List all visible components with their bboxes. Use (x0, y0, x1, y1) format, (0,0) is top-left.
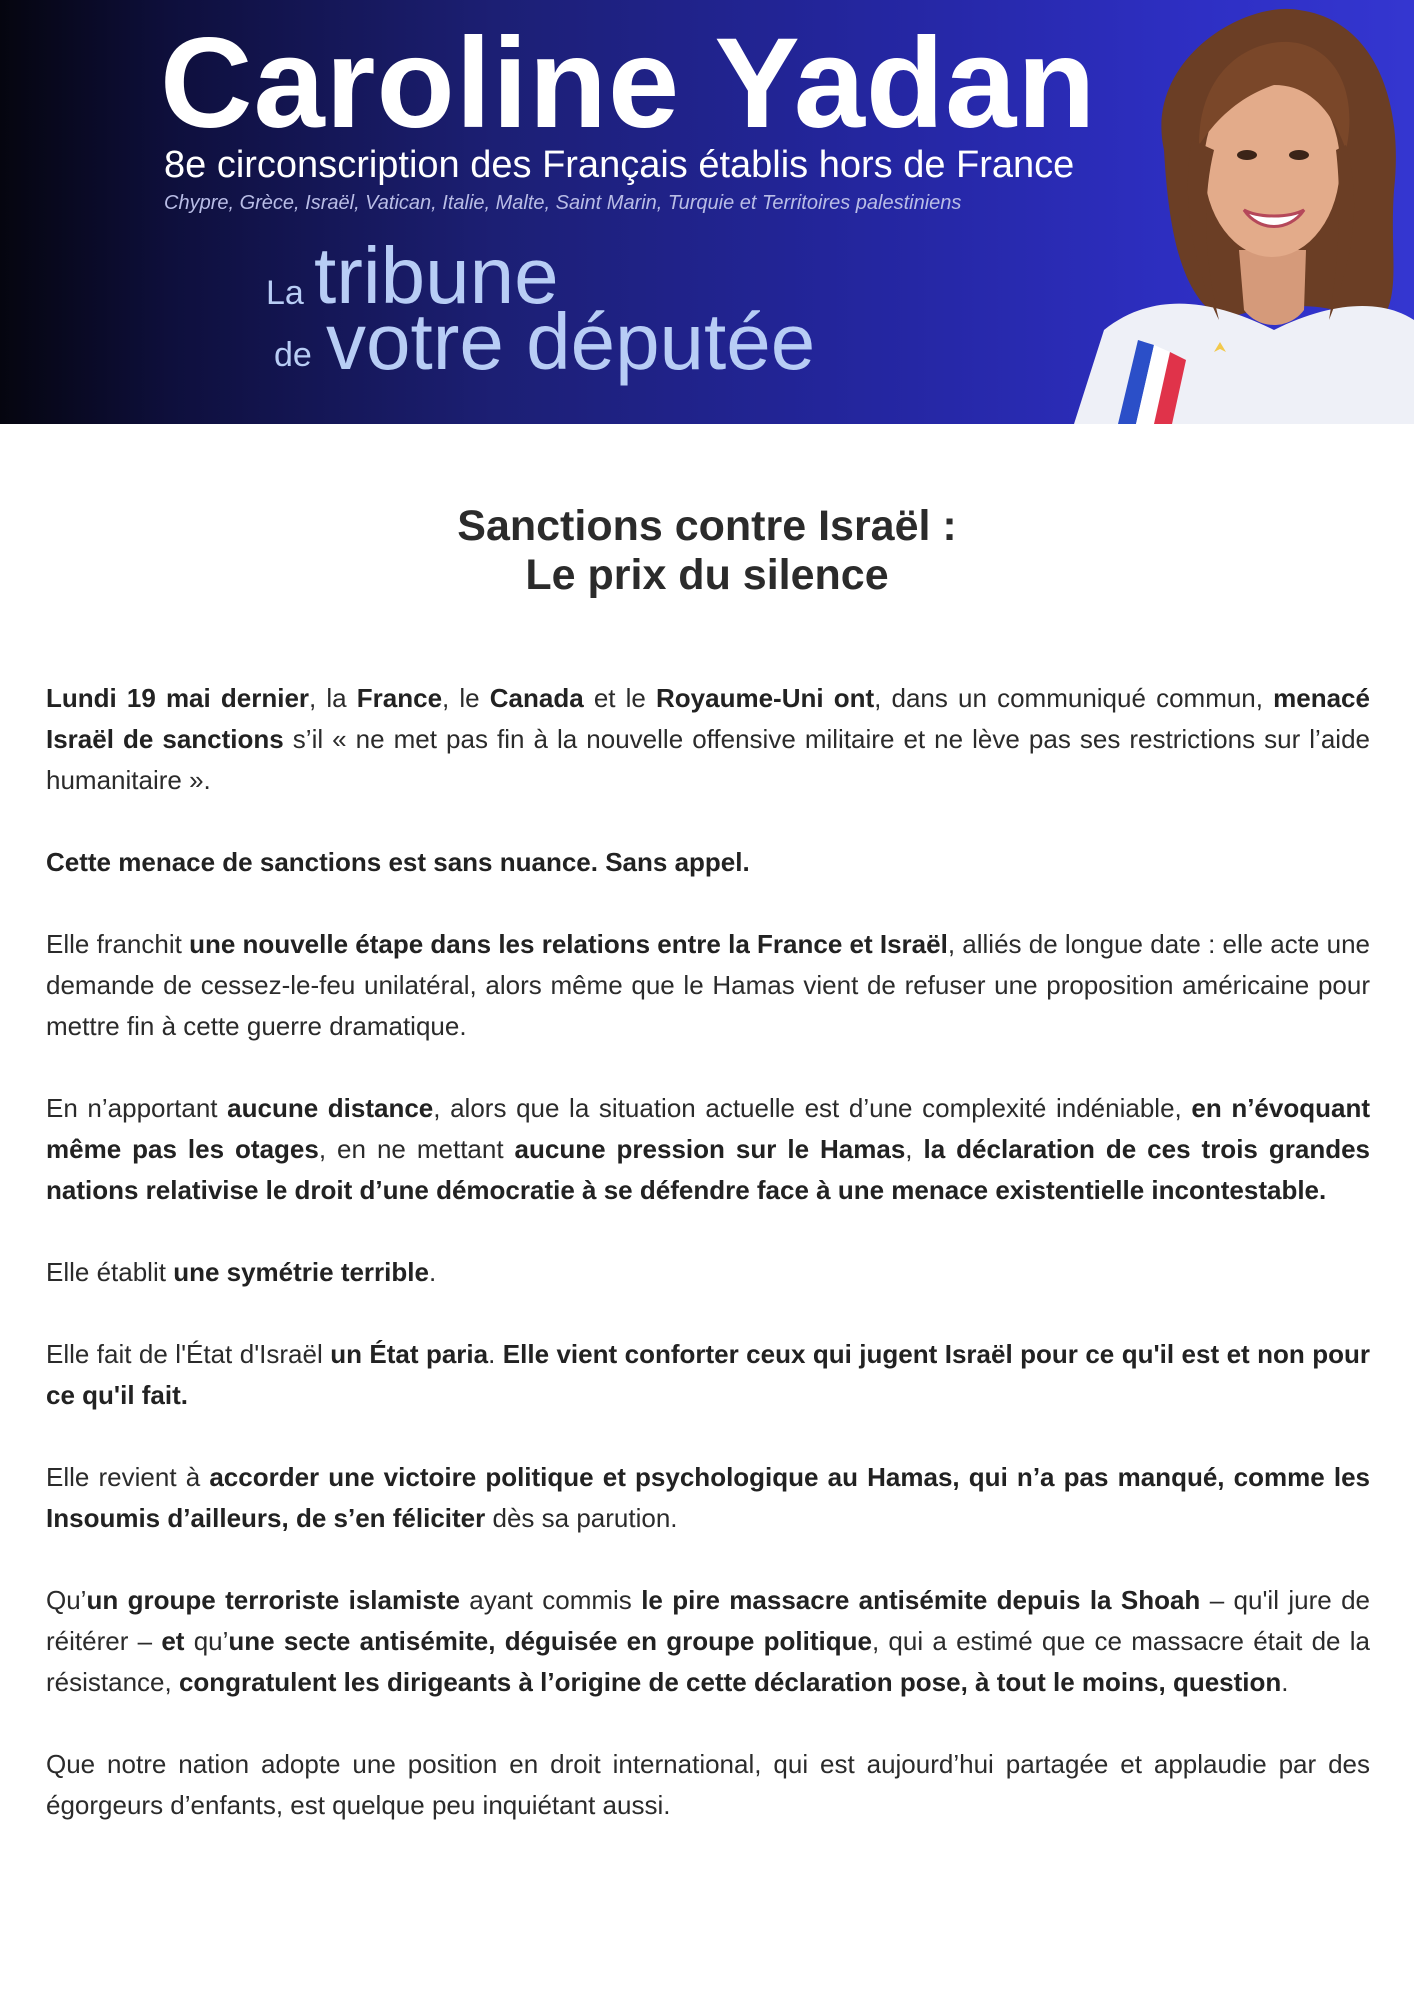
article-title (0, 502, 1414, 600)
text: Elle revient à (46, 1462, 210, 1492)
bold-text: un groupe terroriste islamiste (86, 1585, 460, 1615)
text: ayant commis (459, 1585, 642, 1615)
text: . (428, 1257, 437, 1287)
bold-text: aucune pression sur le Hamas (514, 1134, 906, 1164)
text: qu’ (184, 1626, 229, 1656)
bold-text: une nouvelle étape dans les relations entre la France et Israël (189, 929, 948, 959)
article-paragraph (46, 1088, 1370, 1211)
bold-text: une symétrie terrible (173, 1257, 429, 1287)
text: Elle fait de l'État d'Israël (46, 1339, 331, 1369)
text: , dans un communiqué commun, (874, 683, 1274, 713)
text: , qui a estimé que ce massacre était de la résistance, (46, 1626, 1370, 1697)
deputy-portrait (1074, 0, 1414, 424)
article-body (46, 678, 1370, 1867)
bold-text: congratulent les dirigeants à l’origine de cette déclaration pose, à tout le moins, question (178, 1667, 1282, 1697)
article-paragraph (46, 842, 1370, 883)
text: , en ne mettant (318, 1134, 515, 1164)
text: , (905, 1134, 924, 1164)
text: dès sa parution. (485, 1503, 678, 1533)
text: . (488, 1339, 503, 1369)
text: . (1281, 1667, 1289, 1697)
article-paragraph (46, 1334, 1370, 1416)
bold-text: en n’évoquant même pas les otages (46, 1093, 1370, 1164)
bold-text: France (356, 683, 443, 713)
bold-text: accorder une victoire politique et psychologique au Hamas, qui n’a pas manqué, comme les Insoumis d’ailleurs, de s’en féliciter (46, 1462, 1370, 1533)
bold-text: menacé Israël de sanctions (46, 683, 1370, 754)
article-paragraph (46, 1744, 1370, 1826)
bold-text: un État paria (330, 1339, 489, 1369)
circonscription-label: 8e circonscription des Français établis hors de France (164, 144, 1075, 186)
tribune-de: de (274, 336, 312, 374)
tribune-la: La (266, 274, 304, 312)
bold-text: et (161, 1626, 185, 1656)
text: s’il « ne met pas fin à la nouvelle offensive militaire et ne lève pas ses restrictions sur l’aide humanitaire ». (46, 724, 1370, 795)
text: En n’apportant (46, 1093, 228, 1123)
bold-text: la déclaration de ces trois grandes nations relativise le droit d’une démocratie à se défendre face à une menace existentielle incontestable. (46, 1134, 1371, 1205)
article-paragraph (46, 1457, 1370, 1539)
deputy-name: Caroline Yadan (160, 12, 1097, 155)
text: Elle franchit (46, 929, 190, 959)
text: Que notre nation adopte une position en droit international, qui est aujourd’hui partagée et applaudie par des égorgeurs d’enfants, est quelque peu inquiétant aussi. (46, 1749, 1370, 1820)
tribune-votre-deputee: votre députée (326, 297, 816, 386)
title-line-2: Le prix du silence (525, 551, 889, 599)
article-paragraph (46, 678, 1370, 801)
text: , alliés de longue date : elle acte une demande de cessez-le-feu unilatéral, alors même que le Hamas vient de refuser une proposition américaine pour mettre fin à cette guerre dramatique. (46, 929, 1370, 1041)
article-paragraph (46, 1580, 1370, 1703)
text: , le (442, 683, 490, 713)
bold-text: Canada (489, 683, 584, 713)
article-paragraph (46, 1252, 1370, 1293)
bold-text: Royaume-Uni ont (656, 683, 875, 713)
text: , la (309, 683, 357, 713)
text: Qu’ (46, 1585, 87, 1615)
article-paragraph (46, 924, 1370, 1047)
text: – qu'il jure de réitérer – (46, 1585, 1370, 1656)
header-banner (0, 0, 1414, 424)
bold-text: le pire massacre antisémite depuis la Shoah (641, 1585, 1201, 1615)
text: Elle établit (46, 1257, 174, 1287)
countries-list: Chypre, Grèce, Israël, Vatican, Italie, Malte, Saint Marin, Turquie et Territoires palestiniens (164, 192, 962, 214)
bold-text: Lundi 19 mai dernier (46, 683, 310, 713)
bold-text: aucune distance (227, 1093, 434, 1123)
tribune-word: tribune (314, 231, 559, 320)
text: et le (583, 683, 657, 713)
bold-text: Elle vient conforter ceux qui jugent Israël pour ce qu'il est et non pour ce qu'il fait. (46, 1339, 1370, 1410)
text: , alors que la situation actuelle est d’une complexité indéniable, (433, 1093, 1192, 1123)
title-line-1: Sanctions contre Israël : (457, 502, 957, 550)
bold-text: une secte antisémite, déguisée en groupe politique (228, 1626, 872, 1656)
bold-text: Cette menace de sanctions est sans nuance. Sans appel. (46, 847, 750, 877)
